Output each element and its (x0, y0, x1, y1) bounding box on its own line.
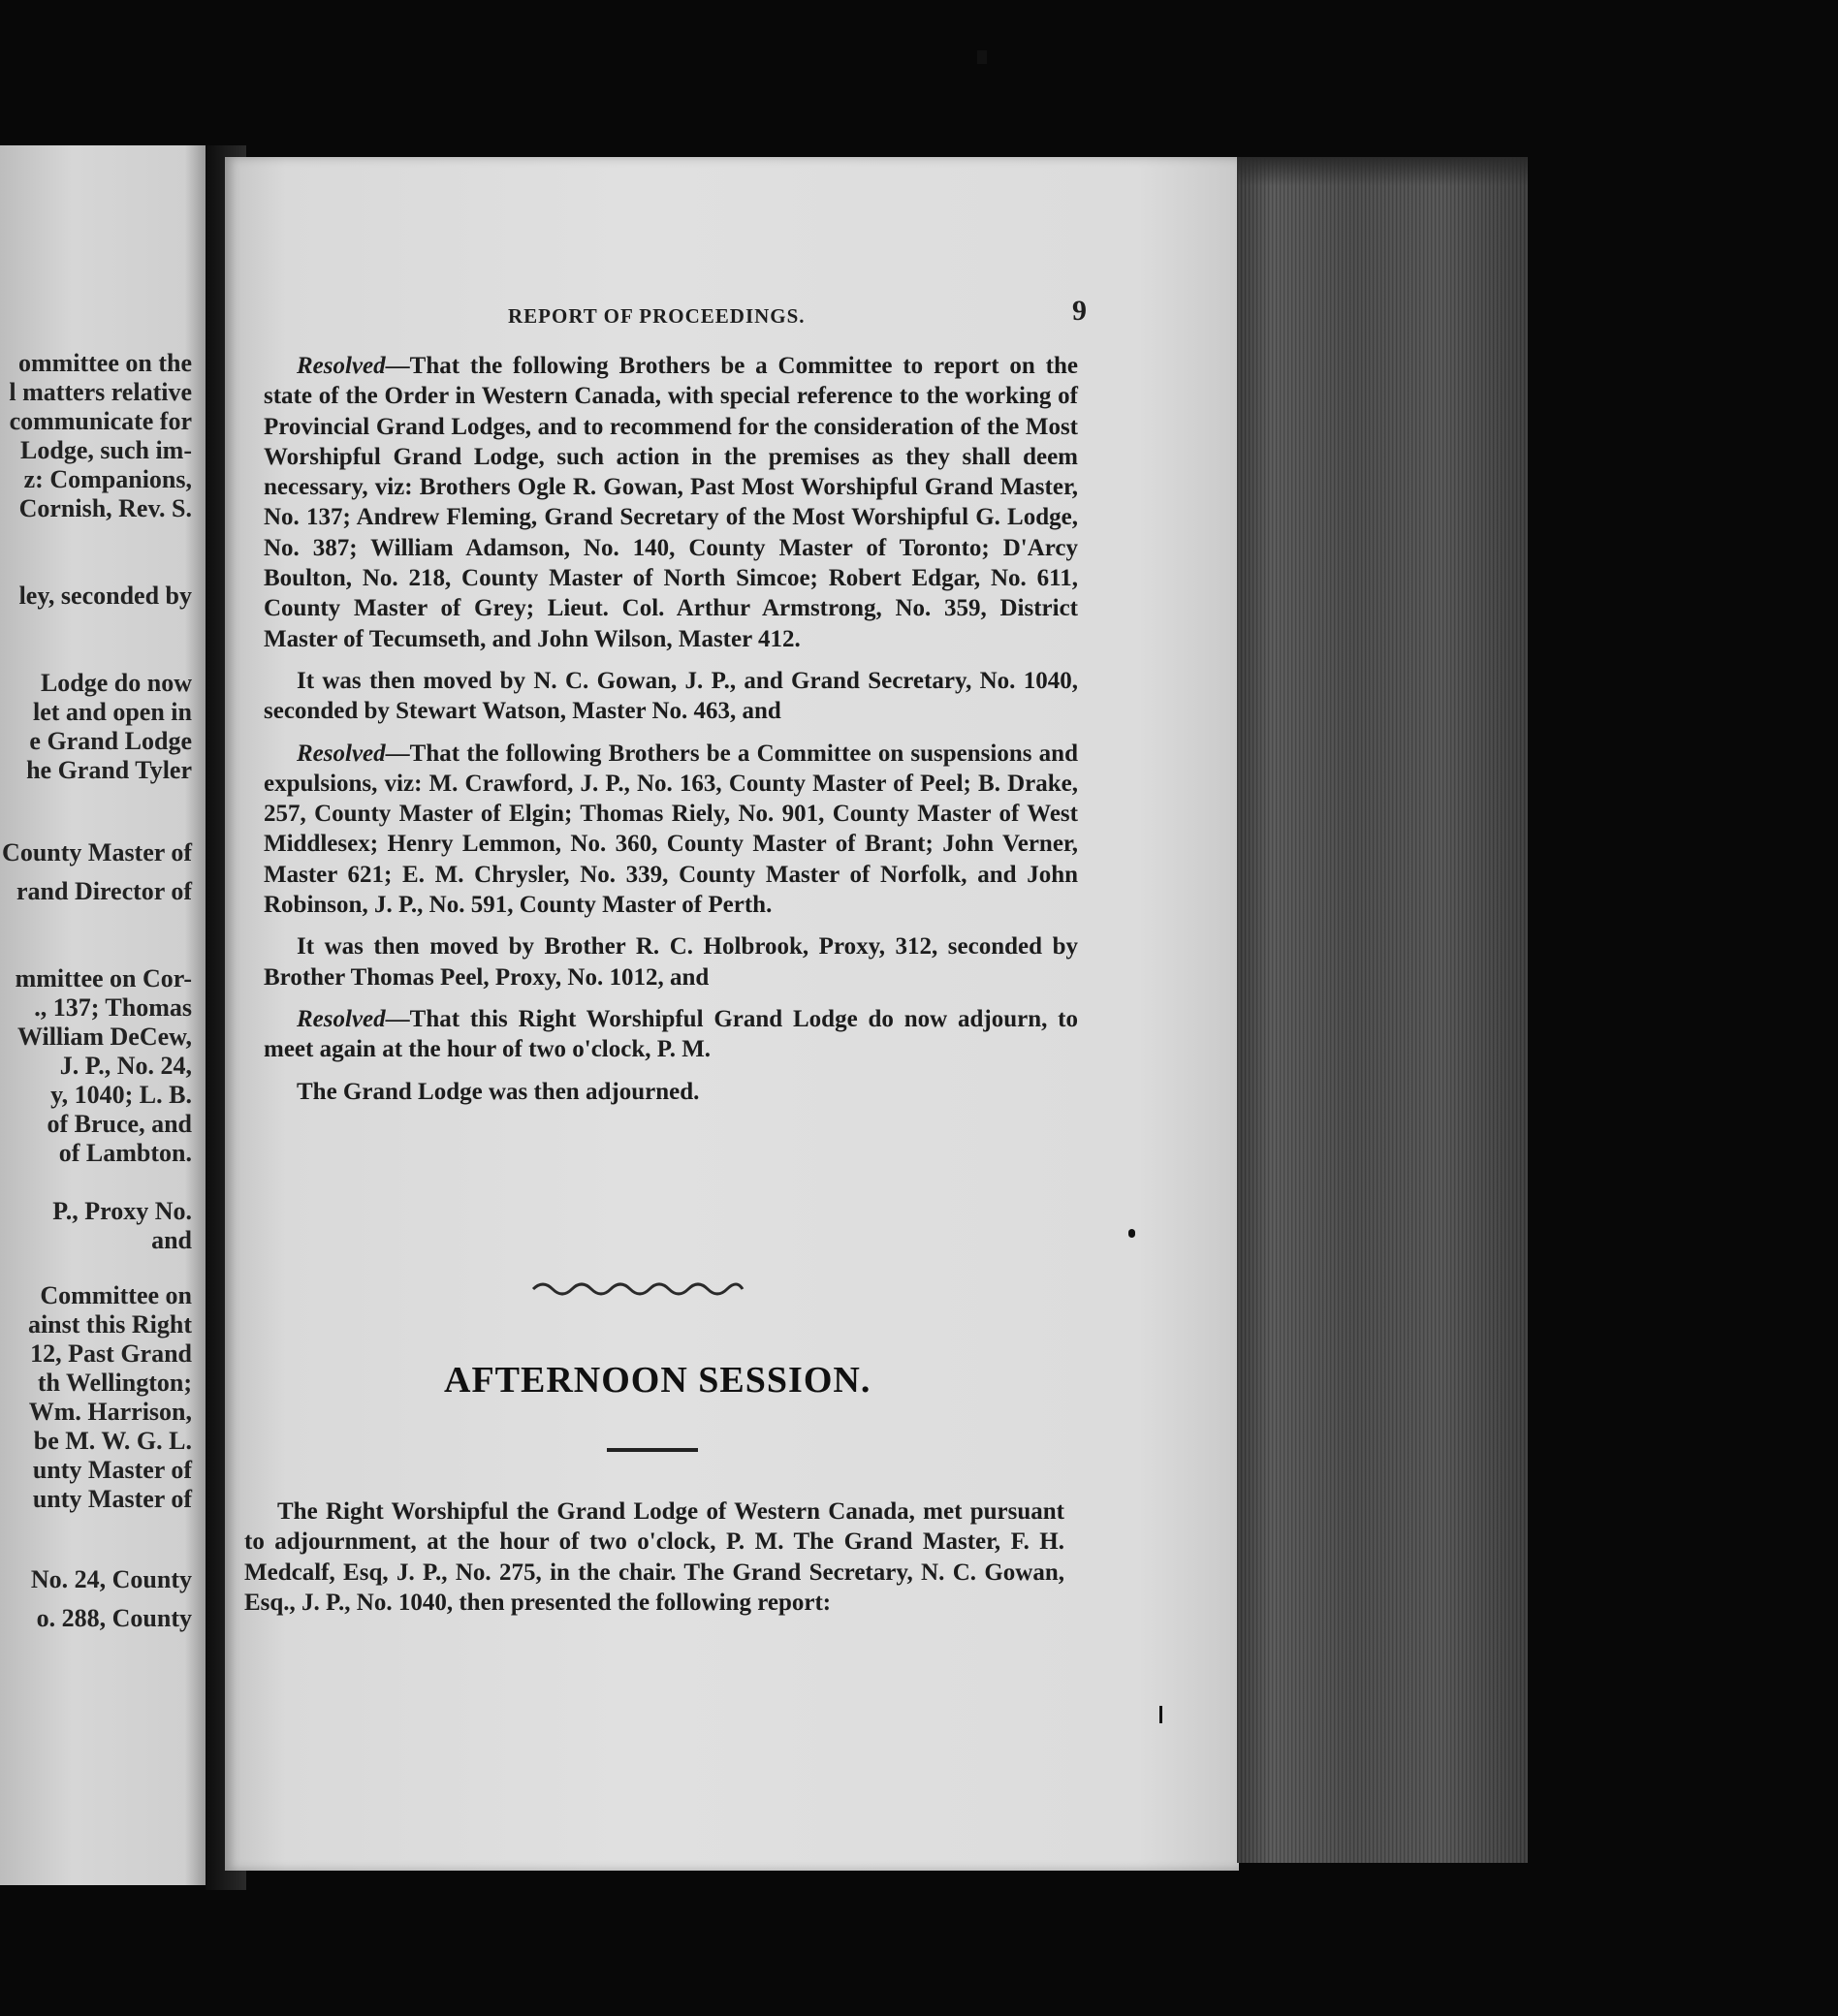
left-line: William DeCew, (16, 1023, 192, 1051)
proceedings-text (264, 351, 1078, 1118)
paragraph-text: —That the following Brothers be a Committee on suspensions and expulsions, viz: M. Crawford, J. P., No. 163, County Master of Peel; B. Drake, 257, County Master of Elgin; Thomas Riely, No. 901, County Master of West Middlesex; Henry Lemmon, No. 360, County Master of Brant; John Verner, Master 621; E. M. Chrysler, No. 339, County Master of Norfolk, and John Robinson, J. P., No. 591, County Master of Perth. (264, 740, 1078, 919)
resolution-paragraph (264, 739, 1078, 921)
paragraph-text: It was then moved by N. C. Gowan, J. P., and Grand Secretary, No. 1040, seconded by Stewart Watson, Master No. 463, and (264, 667, 1078, 725)
paragraph-text: It was then moved by Brother R. C. Holbrook, Proxy, 312, seconded by Brother Thomas Peel, Proxy, No. 1012, and (264, 933, 1078, 991)
left-line: Wm. Harrison, (28, 1398, 192, 1426)
left-line: of Lambton. (58, 1139, 192, 1167)
left-line: mmittee on Cor- (15, 964, 192, 992)
resolved-lead: Resolved (297, 353, 386, 379)
left-line: let and open in (33, 698, 192, 726)
left-line: ley, seconded by (18, 582, 192, 610)
paragraph-text: —That this Right Worshipful Grand Lodge do now adjourn, to meet again at the hour of two o'clock, P. M. (264, 1005, 1078, 1063)
left-line: 12, Past Grand (30, 1339, 192, 1368)
motion-paragraph (264, 666, 1078, 727)
left-line: ainst this Right (27, 1310, 192, 1339)
left-line: ommittee on the (17, 349, 192, 377)
running-header (508, 295, 1088, 333)
paragraph-text: The Grand Lodge was then adjourned. (297, 1078, 700, 1105)
left-line: and (151, 1226, 192, 1254)
resolved-lead: Resolved (297, 740, 386, 767)
page-edges-shadow (1237, 157, 1528, 186)
heading-rule (607, 1448, 698, 1452)
adjournment-paragraph (264, 1077, 1078, 1107)
left-line: unty Master of (32, 1456, 192, 1484)
left-line: of Bruce, and (47, 1110, 192, 1138)
running-title: REPORT OF PROCEEDINGS. (508, 304, 806, 328)
page-edges-block (1237, 157, 1528, 1863)
afternoon-session-text (244, 1496, 1064, 1618)
left-line: No. 24, County (30, 1565, 192, 1593)
left-line: z: Companions, (23, 465, 192, 493)
left-line: e Grand Lodge (29, 727, 192, 755)
left-line: y, 1040; L. B. (50, 1081, 192, 1109)
page-number: 9 (1072, 295, 1088, 327)
scan-speck (1159, 1706, 1162, 1723)
left-line: P., Proxy No. (52, 1197, 192, 1225)
left-line: communicate for (9, 407, 192, 435)
scan-speck (1128, 1229, 1135, 1238)
resolved-lead: Resolved (297, 1005, 386, 1032)
left-line: l matters relative (9, 378, 192, 406)
left-line: Lodge do now (40, 669, 192, 697)
resolution-paragraph (264, 1004, 1078, 1065)
previous-page-fragment (0, 145, 206, 1885)
paragraph-text: —That the following Brothers be a Committee to report on the state of the Order in Western Canada, with special reference to the working of Provincial Grand Lodges, and to recommend for the consideration of the Most Worshipful Grand Lodge, such action in the premises as they shall deem necessary, viz: Brothers Ogle R. Gowan, Past Most Worshipful Grand Master, No. 137; Andrew Fleming, Grand Secretary of the Most Worshipful G. Lodge, No. 387; William Adamson, No. 140, County Master of Toronto; D'Arcy Boulton, No. 218, County Master of North Simcoe; Robert Edgar, No. 611, County Master of Grey; Lieut. Col. Arthur Armstrong, No. 359, District Master of Tecumseth, and John Wilson, Master 412. (264, 353, 1078, 652)
left-line: unty Master of (32, 1485, 192, 1513)
left-line: Lodge, such im- (20, 436, 192, 464)
left-line: he Grand Tyler (26, 756, 192, 784)
motion-paragraph (264, 931, 1078, 992)
ornamental-wavy-rule (531, 1277, 745, 1297)
scan-speck (977, 50, 987, 64)
section-heading: AFTERNOON SESSION. (444, 1360, 871, 1401)
left-line: be M. W. G. L. (33, 1427, 192, 1455)
left-line: J. P., No. 24, (59, 1052, 192, 1080)
left-line: County Master of (2, 838, 192, 866)
left-line: ., 137; Thomas (34, 993, 192, 1022)
session-paragraph: The Right Worshipful the Grand Lodge of Western Canada, met pursuant to adjournment, at the hour of two o'clock, P. M. The Grand Master, F. H. Medcalf, Esq, J. P., No. 275, in the chair. The Grand Secretary, N. C. Gowan, Esq., J. P., No. 1040, then presented the following report: (244, 1498, 1064, 1616)
left-line: Cornish, Rev. S. (18, 494, 192, 522)
left-line: th Wellington; (37, 1369, 192, 1397)
left-line: rand Director of (16, 877, 192, 905)
left-line: Committee on (40, 1281, 192, 1309)
left-line: o. 288, County (36, 1604, 192, 1632)
resolution-paragraph (264, 351, 1078, 654)
